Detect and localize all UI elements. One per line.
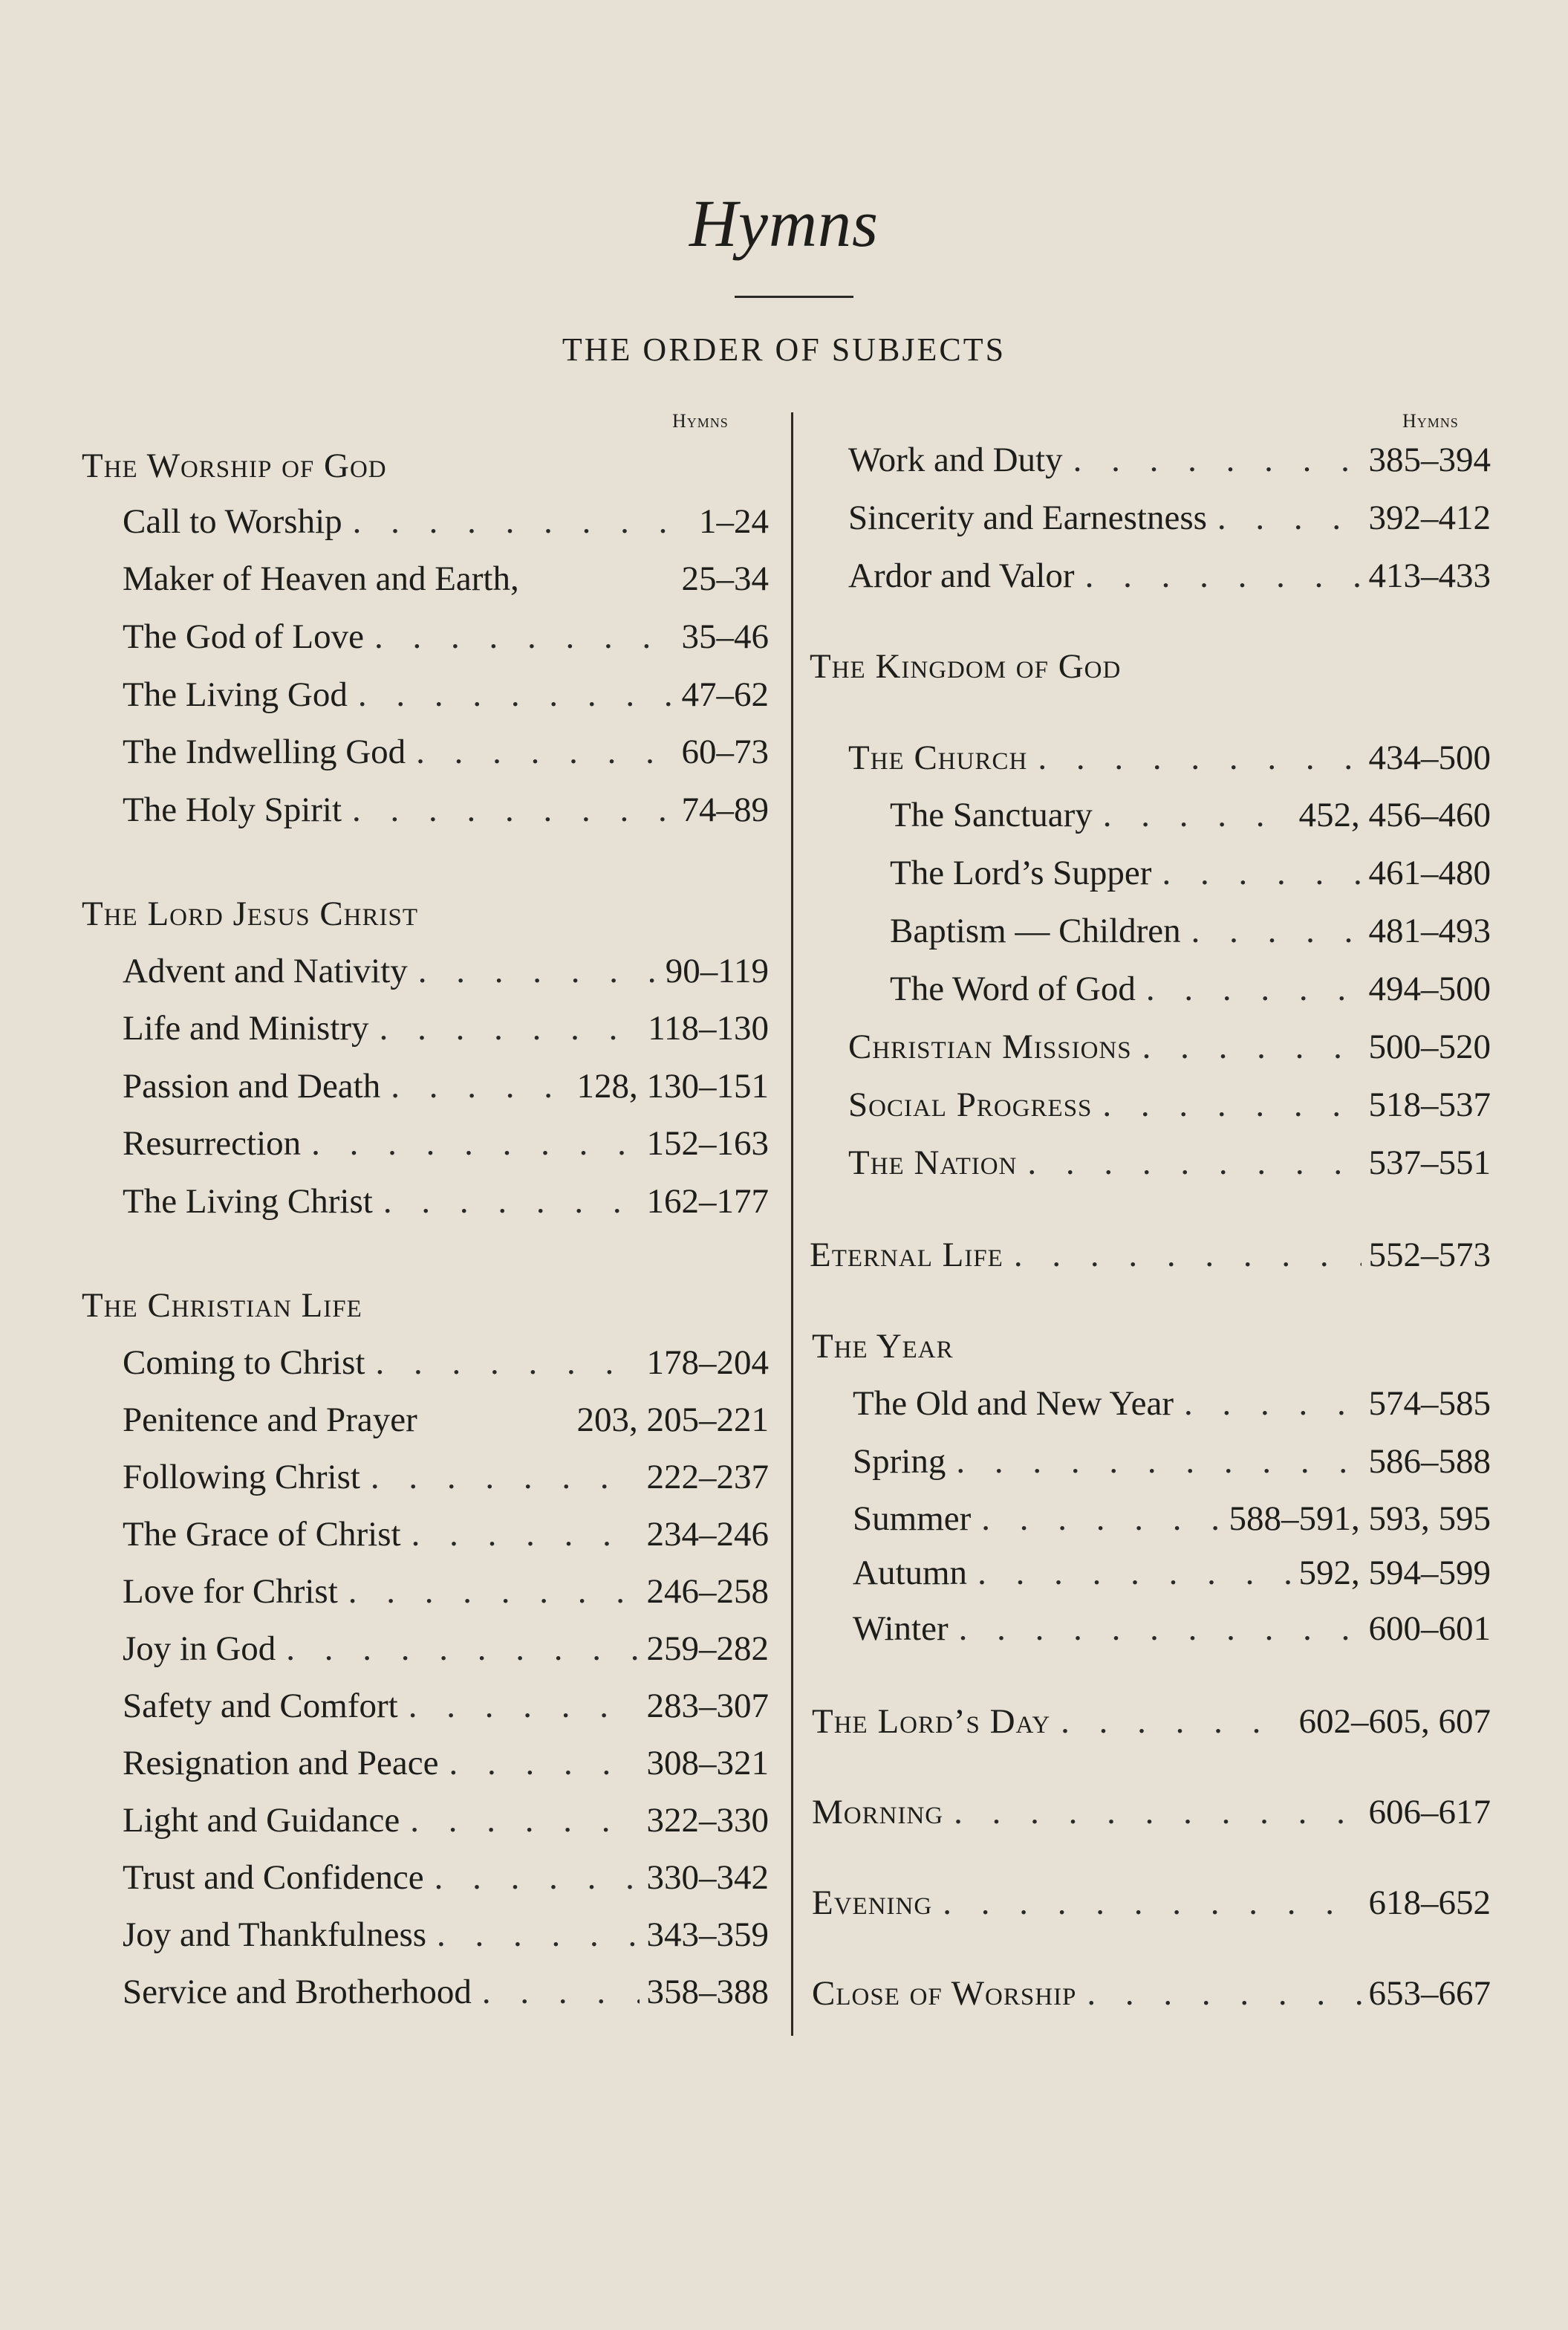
item-range: 461–480: [1368, 854, 1491, 892]
item-label: The Living Christ: [123, 1182, 373, 1221]
item-range: 606–617: [1368, 1793, 1491, 1831]
item-label: Morning: [812, 1793, 944, 1831]
item-range: 90–119: [665, 952, 769, 990]
dot-leader: [1136, 969, 1362, 1009]
item-label: The Holy Spirit: [123, 791, 342, 829]
dot-leader: [406, 732, 674, 772]
item-label: Autumn: [853, 1554, 968, 1592]
dot-leader: [365, 1343, 639, 1383]
dot-leader: [438, 1743, 639, 1783]
item-range: 518–537: [1368, 1086, 1491, 1124]
item-range: 552–573: [1368, 1236, 1491, 1274]
dot-leader: [1050, 1701, 1291, 1742]
list-item: [812, 1701, 1491, 1742]
item-label: Close of Worship: [812, 1974, 1077, 2013]
list-item: [123, 1066, 769, 1106]
item-label: Penitence and Prayer: [123, 1401, 417, 1439]
list-item: [848, 738, 1491, 778]
dot-leader: [1207, 498, 1362, 538]
item-label: Safety and Comfort: [123, 1687, 398, 1725]
item-label: The Lord’s Day: [812, 1702, 1051, 1741]
item-label: Love for Christ: [123, 1572, 338, 1611]
item-label: Call to Worship: [123, 502, 342, 541]
list-item: [123, 1743, 769, 1783]
dot-leader: [360, 1457, 640, 1497]
item-range: 74–89: [681, 791, 769, 829]
list-item: [123, 1181, 769, 1221]
dot-leader: [1181, 911, 1362, 951]
dot-leader: [971, 1499, 1221, 1539]
item-range: 203, 205–221: [576, 1401, 769, 1439]
item-label: Work and Duty: [848, 441, 1063, 479]
item-range: 178–204: [646, 1343, 769, 1382]
dot-leader: [932, 1883, 1361, 1923]
list-item: [123, 1514, 769, 1554]
list-item: [123, 1457, 769, 1497]
item-range: 343–359: [646, 1915, 769, 1954]
list-item: [812, 1883, 1491, 1923]
dot-leader: [1151, 853, 1361, 893]
item-label: The Word of God: [890, 970, 1136, 1008]
item-label: Christian Missions: [848, 1028, 1132, 1066]
list-item: [890, 853, 1491, 893]
item-range: 118–130: [648, 1009, 769, 1048]
dot-leader: [1063, 440, 1362, 480]
item-range: 385–394: [1368, 441, 1491, 479]
list-item: [123, 675, 769, 715]
list-item: [123, 1571, 769, 1612]
item-label: Service and Brotherhood: [123, 1973, 472, 2011]
dot-leader: [1075, 556, 1362, 596]
item-range: 234–246: [646, 1515, 769, 1554]
list-item: [848, 498, 1491, 538]
list-item: [123, 790, 769, 830]
item-label: Following Christ: [123, 1458, 360, 1496]
section-heading: The Year: [812, 1327, 954, 1366]
item-range: 1–24: [699, 502, 769, 541]
item-range: 259–282: [646, 1629, 769, 1668]
section-heading: The Worship of God: [82, 447, 387, 485]
item-range: 494–500: [1368, 970, 1491, 1008]
item-label: The Sanctuary: [890, 796, 1093, 834]
list-item: [123, 1857, 769, 1898]
item-range: 413–433: [1368, 556, 1491, 595]
dot-leader: [364, 617, 674, 657]
list-item: [123, 1400, 769, 1440]
list-item: [848, 440, 1491, 480]
list-item: [890, 969, 1491, 1009]
item-label: The Indwelling God: [123, 733, 406, 771]
item-range: 588–591, 593, 595: [1229, 1499, 1491, 1538]
dot-leader: [1132, 1027, 1362, 1067]
item-range: 35–46: [681, 617, 769, 656]
page-title: Hymns: [689, 187, 879, 261]
item-range: 500–520: [1368, 1028, 1491, 1066]
dot-leader: [1093, 795, 1292, 835]
item-range: 537–551: [1368, 1143, 1491, 1182]
dot-leader: [1092, 1085, 1361, 1125]
list-item: [890, 911, 1491, 951]
list-item: [123, 1123, 769, 1164]
list-item: [848, 1143, 1491, 1183]
dot-leader: [1076, 1973, 1361, 2013]
list-item: [123, 1686, 769, 1726]
item-range: 162–177: [646, 1182, 769, 1221]
list-item: [123, 502, 769, 542]
item-label: Winter: [853, 1609, 949, 1648]
item-range: 283–307: [646, 1687, 769, 1725]
item-range: 222–237: [646, 1458, 769, 1496]
item-label: Spring: [853, 1442, 946, 1481]
list-item: [123, 1972, 769, 2012]
list-item: [123, 732, 769, 772]
list-item: [853, 1609, 1491, 1649]
dot-leader: [380, 1066, 569, 1106]
item-label: Resignation and Peace: [123, 1744, 439, 1782]
item-range: 330–342: [646, 1858, 769, 1897]
dot-leader: [276, 1629, 639, 1669]
title-divider: [735, 296, 853, 298]
right-hymns-header: Hymns: [1402, 410, 1459, 432]
left-hymns-header: Hymns: [672, 410, 729, 432]
item-label: The Old and New Year: [853, 1384, 1174, 1423]
item-label: Evening: [812, 1883, 933, 1922]
page-subtitle: THE ORDER OF SUBJECTS: [562, 331, 1006, 368]
item-range: 392–412: [1368, 499, 1491, 537]
item-range: 128, 130–151: [576, 1067, 769, 1106]
item-range: 47–62: [681, 675, 769, 714]
item-label: The Grace of Christ: [123, 1515, 401, 1554]
dot-leader: [369, 1008, 641, 1048]
item-range: 322–330: [646, 1801, 769, 1840]
dot-leader: [967, 1553, 1291, 1593]
item-label: Trust and Confidence: [123, 1858, 424, 1897]
dot-leader: [424, 1857, 640, 1898]
item-label: Maker of Heaven and Earth,: [123, 559, 519, 598]
list-item: [810, 1235, 1491, 1275]
dot-leader: [348, 675, 674, 715]
item-range: 152–163: [646, 1124, 769, 1163]
dot-leader: [946, 1441, 1361, 1482]
list-item: [853, 1553, 1491, 1593]
item-label: Social Progress: [848, 1086, 1093, 1124]
list-item: [123, 951, 769, 991]
dot-leader: [408, 951, 658, 991]
column-divider: [791, 412, 793, 2036]
item-range: 618–652: [1368, 1883, 1491, 1922]
item-label: Joy in God: [123, 1629, 276, 1668]
item-range: 600–601: [1368, 1609, 1491, 1648]
dot-leader: [1174, 1383, 1361, 1424]
dot-leader: [301, 1123, 639, 1164]
item-label: The Nation: [848, 1143, 1018, 1182]
item-range: 308–321: [646, 1744, 769, 1782]
item-range: 25–34: [681, 559, 769, 598]
dot-leader: [401, 1514, 640, 1554]
list-item: [123, 1343, 769, 1383]
item-label: Advent and Nativity: [123, 952, 408, 990]
list-item: [123, 617, 769, 657]
item-label: Ardor and Valor: [848, 556, 1075, 595]
item-range: 586–588: [1368, 1442, 1491, 1481]
item-range: 246–258: [646, 1572, 769, 1611]
item-range: 653–667: [1368, 1974, 1491, 2013]
dot-leader: [342, 502, 692, 542]
dot-leader: [398, 1686, 640, 1726]
item-range: 452, 456–460: [1298, 796, 1491, 834]
item-label: Summer: [853, 1499, 972, 1538]
section-heading: The Lord Jesus Christ: [82, 895, 419, 933]
list-item: [853, 1499, 1491, 1539]
dot-leader: [949, 1609, 1362, 1649]
item-range: 60–73: [681, 733, 769, 771]
dot-leader: [426, 1915, 639, 1955]
list-item: [848, 556, 1491, 596]
item-label: Joy and Thankfulness: [123, 1915, 427, 1954]
item-label: Light and Guidance: [123, 1801, 400, 1840]
list-item: [853, 1441, 1491, 1482]
item-label: Sincerity and Earnestness: [848, 499, 1207, 537]
item-range: 358–388: [646, 1973, 769, 2011]
dot-leader: [338, 1571, 640, 1612]
item-range: 602–605, 607: [1298, 1702, 1491, 1741]
list-item: [853, 1383, 1491, 1424]
item-label: Passion and Death: [123, 1067, 381, 1106]
item-label: Resurrection: [123, 1124, 302, 1163]
list-item: [812, 1973, 1491, 2013]
list-item: [123, 1915, 769, 1955]
item-label: Baptism — Children: [890, 912, 1181, 950]
item-label: The God of Love: [123, 617, 364, 656]
item-label: The Lord’s Supper: [890, 854, 1152, 892]
dot-leader: [1017, 1143, 1361, 1183]
dot-leader: [342, 790, 674, 830]
item-label: Life and Ministry: [123, 1009, 369, 1048]
list-item: [123, 1629, 769, 1669]
item-label: The Church: [848, 739, 1028, 777]
list-item: [890, 795, 1491, 835]
section-heading: The Christian Life: [82, 1286, 362, 1325]
dot-leader: [373, 1181, 640, 1221]
item-range: 481–493: [1368, 912, 1491, 950]
list-item: [123, 1800, 769, 1840]
item-label: Eternal Life: [810, 1236, 1003, 1274]
section-heading: The Kingdom of God: [810, 647, 1122, 686]
list-item: [848, 1027, 1491, 1067]
item-label: Coming to Christ: [123, 1343, 365, 1382]
list-item: [848, 1085, 1491, 1125]
dot-leader: [1027, 738, 1361, 778]
item-range: 574–585: [1368, 1384, 1491, 1423]
item-range: 434–500: [1368, 739, 1491, 777]
dot-leader: [400, 1800, 639, 1840]
dot-leader: [472, 1972, 640, 2012]
list-item: [123, 1008, 769, 1048]
item-range: 592, 594–599: [1298, 1554, 1491, 1592]
item-label: The Living God: [123, 675, 348, 714]
list-item: [812, 1792, 1491, 1832]
dot-leader: [943, 1792, 1361, 1832]
dot-leader: [1003, 1235, 1362, 1275]
list-item: [123, 559, 769, 599]
